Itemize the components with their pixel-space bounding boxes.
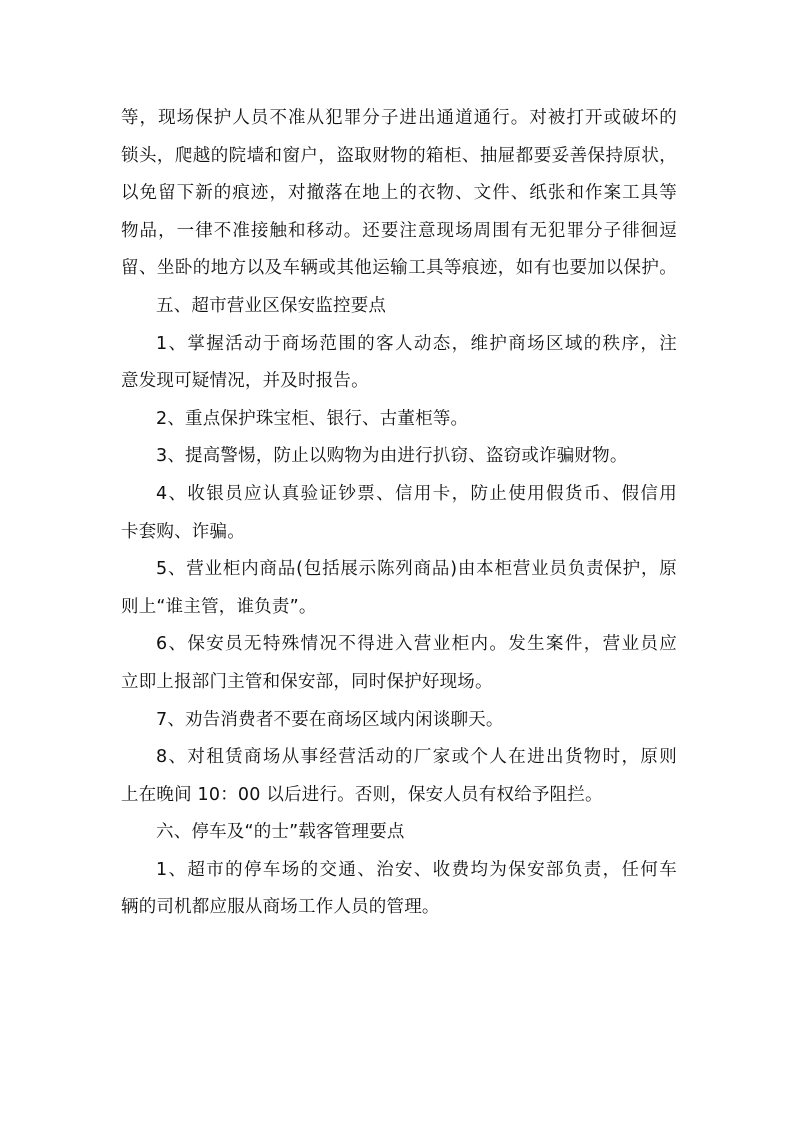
text-line: 则上“谁主管，谁负责”。 xyxy=(121,596,317,617)
text-line: 锁头，爬越的院墙和窗户，盗取财物的箱柜、抽屉都要妥善保持原状， xyxy=(121,145,677,166)
text-line: 1、掌握活动于商场范围的客人动态，维护商场区域的秩序，注 xyxy=(156,333,677,354)
text-line: 立即上报部门主管和保安部，同时保护好现场。 xyxy=(121,671,493,692)
text-line: 卡套购、诈骗。 xyxy=(121,521,245,542)
text-line: 6、保安员无特殊情况不得进入营业柜内。发生案件，营业员应 xyxy=(156,634,677,655)
text-line: 5、营业柜内商品(包括展示陈列商品)由本柜营业员负责保护，原 xyxy=(156,559,677,580)
text-line: 8、对租赁商场从事经营活动的厂家或个人在进出货物时，原则 xyxy=(156,747,677,768)
text-line: 4、收银员应认真验证钞票、信用卡，防止使用假货币、假信用 xyxy=(156,483,677,504)
text-line: 留、坐卧的地方以及车辆或其他运输工具等痕迹，如有也要加以保护。 xyxy=(121,258,677,279)
text-line: 1、超市的停车场的交通、治安、收费均为保安部负责，任何车 xyxy=(156,859,677,880)
document-body xyxy=(121,100,677,927)
text-line: 以免留下新的痕迹，对撤落在地上的衣物、文件、纸张和作案工具等 xyxy=(121,183,677,204)
text-line: 3、提高警惕，防止以购物为由进行扒窃、盗窃或诈骗财物。 xyxy=(156,446,628,467)
section-heading: 六、停车及“的士”载客管理要点 xyxy=(156,822,405,843)
section-heading: 五、超市营业区保安监控要点 xyxy=(156,295,387,316)
text-line: 2、重点保护珠宝柜、银行、古董柜等。 xyxy=(156,408,469,429)
text-line: 7、劝告消费者不要在商场区域内闲谈聊天。 xyxy=(156,709,504,730)
text-line: 辆的司机都应服从商场工作人员的管理。 xyxy=(121,897,440,918)
text-line: 意发现可疑情况，并及时报告。 xyxy=(121,371,369,392)
text-line: 物品，一律不准接触和移动。还要注意现场周围有无犯罪分子徘徊逗 xyxy=(121,220,677,241)
text-line: 上在晚间 10：00 以后进行。否则，保安人员有权给予阻拦。 xyxy=(121,784,603,805)
text-line: 等，现场保护人员不准从犯罪分子进出通道通行。对被打开或破坏的 xyxy=(121,108,677,128)
